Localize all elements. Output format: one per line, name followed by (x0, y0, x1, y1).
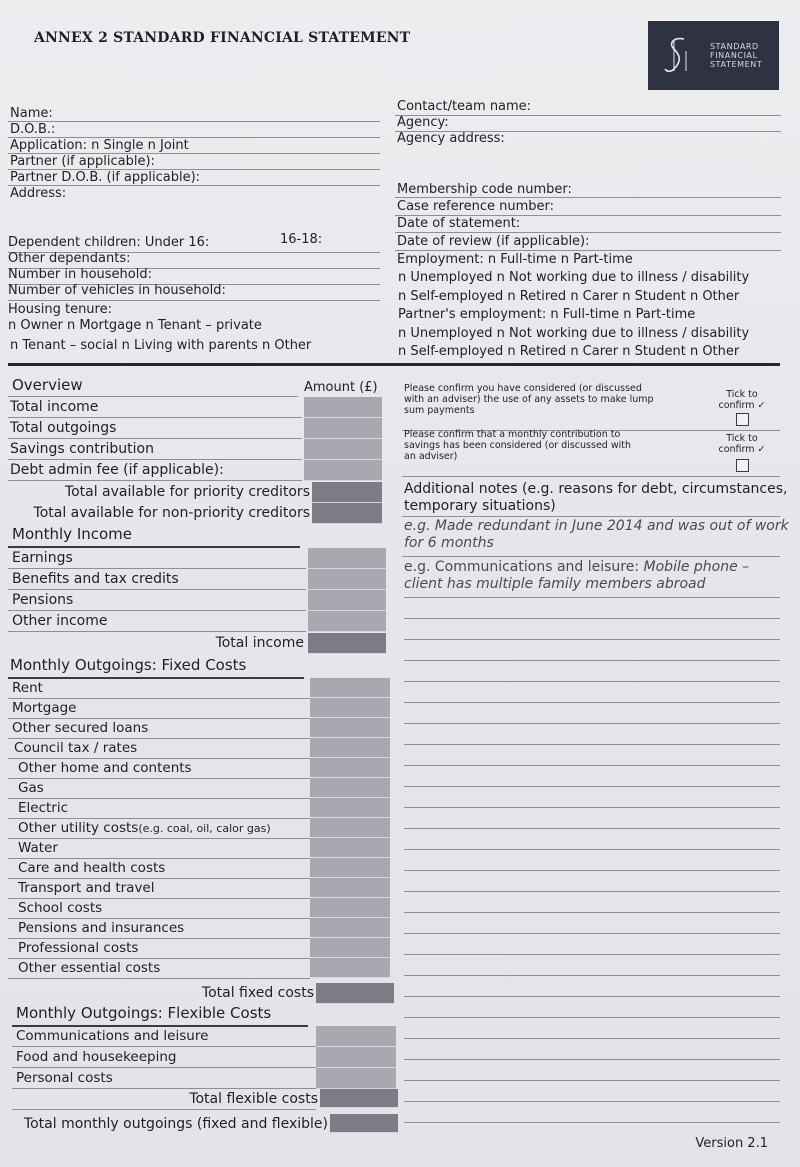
notes-line[interactable] (402, 556, 780, 557)
notes-line[interactable] (404, 681, 780, 682)
amount-box[interactable] (316, 1026, 396, 1047)
notes-example-2: e.g. Communications and leisure: Mobile phone – client has multiple family members abroad (404, 559, 750, 592)
housing-options-2[interactable]: n Tenant – social n Living with parents n Other (10, 338, 312, 353)
case-ref-label: Case reference number: (397, 199, 555, 214)
overview-row-total-income: Total income (8, 397, 382, 418)
confirm-assets-checkbox[interactable] (736, 413, 749, 426)
notes-line[interactable] (404, 933, 780, 934)
sfs-logo-icon (662, 35, 692, 75)
amount-box[interactable] (310, 678, 390, 698)
amount-box[interactable] (312, 482, 382, 503)
amount-header: Amount (£) (304, 380, 378, 395)
fixed-row-rent: Rent (8, 678, 390, 699)
review-date-label: Date of review (if applicable): (397, 234, 590, 249)
notes-line[interactable] (402, 516, 780, 517)
income-row-pensions: Pensions (8, 590, 386, 611)
flexible-row-personal: Personal costs (12, 1068, 396, 1089)
sfs-logo (648, 21, 779, 90)
notes-example-1: e.g. Made redundant in June 2014 and was out of work for 6 months (404, 518, 789, 551)
amount-box[interactable] (308, 633, 386, 654)
notes-line[interactable] (404, 828, 780, 829)
housing-options-1[interactable]: n Owner n Mortgage n Tenant – private (8, 318, 262, 333)
dependents-under16-label: Dependent children: Under 16: (8, 235, 210, 250)
fixed-row-pensions-insurances: Pensions and insurances (8, 918, 390, 939)
partner-employment-options-3[interactable]: n Self-employed n Retired n Carer n Student n Other (398, 344, 740, 359)
notes-line[interactable] (404, 807, 780, 808)
flexible-row-food: Food and housekeeping (12, 1047, 396, 1068)
fixed-row-other-essential: Other essential costs (8, 958, 390, 979)
total-rule (12, 1109, 316, 1110)
vehicles-line[interactable] (8, 300, 380, 301)
amount-box[interactable] (304, 460, 382, 481)
housing-tenure-label: Housing tenure: (8, 302, 112, 317)
overview-row-debt-admin-fee: Debt admin fee (if applicable): (8, 460, 382, 481)
amount-box[interactable] (310, 958, 390, 978)
notes-heading: Additional notes (e.g. reasons for debt, circumstances, temporary situations) (404, 481, 788, 514)
confirm-savings-checkbox[interactable] (736, 459, 749, 472)
fixed-row-utility: Other utility costs(e.g. coal, oil, calor gas) (8, 818, 390, 839)
amount-box[interactable] (304, 439, 382, 460)
notes-line[interactable] (404, 786, 780, 787)
partner-employment-options-2[interactable]: n Unemployed n Not working due to illness / disability (398, 326, 750, 341)
fixed-row-gas: Gas (8, 778, 390, 799)
confirm-assets-text: Please confirm you have considered (or discussed with an adviser) the use of any assets to make lump sum payments (404, 383, 654, 416)
notes-line[interactable] (404, 702, 780, 703)
employment-options-3[interactable]: n Self-employed n Retired n Carer n Student n Other (398, 289, 740, 304)
fixed-row-mortgage: Mortgage (8, 698, 390, 719)
amount-box[interactable] (304, 397, 382, 418)
statement-date-line[interactable] (395, 232, 781, 233)
household-number-label: Number in household: (8, 267, 152, 282)
fixed-row-transport: Transport and travel (8, 878, 390, 899)
notes-line[interactable] (404, 1059, 780, 1060)
fixed-costs-heading: Monthly Outgoings: Fixed Costs (10, 656, 247, 674)
fixed-row-water: Water (8, 838, 390, 859)
notes-line[interactable] (404, 723, 780, 724)
dependents-16-18-label: 16-18: (280, 232, 323, 247)
amount-box[interactable] (308, 590, 386, 611)
logo-text: STANDARD FINANCIAL STATEMENT (710, 42, 763, 69)
contact-team-label: Contact/team name: (397, 99, 532, 114)
review-date-line[interactable] (395, 250, 781, 251)
employment-label[interactable]: Employment: n Full-time n Part-time (397, 252, 633, 267)
amount-box[interactable] (310, 858, 390, 878)
contact-team-line[interactable] (395, 115, 781, 116)
amount-box[interactable] (308, 611, 386, 632)
employment-options-2[interactable]: n Unemployed n Not working due to illness / disability (398, 270, 750, 285)
other-dependants-label: Other dependants: (8, 251, 131, 266)
income-row-earnings: Earnings (8, 548, 386, 569)
overview-row-priority: Total available for priority creditors (8, 482, 382, 503)
amount-box[interactable] (320, 1089, 398, 1108)
fixed-row-home-contents: Other home and contents (8, 758, 390, 779)
amount-box[interactable] (316, 1068, 396, 1089)
statement-date-label: Date of statement: (397, 216, 521, 231)
amount-box[interactable] (310, 778, 390, 798)
notes-line[interactable] (404, 618, 780, 619)
flexible-row-total: Total flexible costs (12, 1089, 398, 1110)
notes-line[interactable] (404, 744, 780, 745)
flexible-row-communications: Communications and leisure (12, 1026, 396, 1047)
amount-box[interactable] (310, 818, 390, 838)
confirm-savings-text: Please confirm that a monthly contribution to savings has been considered (or discussed with an adviser) (404, 429, 631, 462)
application-label: Application: n Single n Joint (10, 138, 189, 153)
overview-row-total-outgoings: Total outgoings (8, 418, 382, 439)
fixed-row-school: School costs (8, 898, 390, 919)
fixed-row-total: Total fixed costs (8, 983, 394, 1004)
dob-label: D.O.B.: (10, 122, 56, 137)
page-title: ANNEX 2 STANDARD FINANCIAL STATEMENT (34, 30, 411, 46)
amount-box[interactable] (312, 503, 382, 524)
notes-line[interactable] (404, 996, 780, 997)
income-row-total: Total income (8, 633, 386, 654)
overview-row-savings: Savings contribution (8, 439, 382, 460)
amount-box[interactable] (316, 983, 394, 1004)
address-label: Address: (10, 186, 67, 201)
notes-line[interactable] (404, 870, 780, 871)
tick-confirm-label: Tick to confirm ✓ (718, 389, 766, 411)
amount-box[interactable] (310, 838, 390, 858)
amount-box[interactable] (310, 758, 390, 778)
monthly-income-heading: Monthly Income (12, 525, 133, 543)
vehicles-label: Number of vehicles in household: (8, 283, 226, 298)
amount-box[interactable] (310, 718, 390, 738)
notes-line[interactable] (404, 954, 780, 955)
notes-line[interactable] (404, 975, 780, 976)
notes-line[interactable] (404, 912, 780, 913)
overview-row-non-priority: Total available for non-priority creditors (8, 503, 382, 524)
grand-total-row: Total monthly outgoings (fixed and flexible) (12, 1114, 398, 1135)
notes-line[interactable] (404, 597, 780, 598)
amount-box[interactable] (308, 569, 386, 590)
flexible-costs-heading: Monthly Outgoings: Flexible Costs (16, 1004, 272, 1022)
partner-dob-label: Partner D.O.B. (if applicable): (10, 170, 201, 185)
membership-label: Membership code number: (397, 182, 572, 197)
amount-box[interactable] (310, 798, 390, 818)
notes-line[interactable] (404, 1038, 780, 1039)
fixed-row-council-tax: Council tax / rates (8, 738, 390, 759)
agency-label: Agency: (397, 115, 449, 130)
amount-box[interactable] (330, 1114, 398, 1133)
agency-address-label: Agency address: (397, 131, 505, 146)
notes-line[interactable] (404, 1122, 780, 1123)
overview-heading: Overview (12, 376, 83, 394)
amount-box[interactable] (308, 548, 386, 569)
notes-line[interactable] (404, 1080, 780, 1081)
fixed-row-care-health: Care and health costs (8, 858, 390, 879)
amount-box[interactable] (310, 898, 390, 918)
amount-box[interactable] (304, 418, 382, 439)
notes-line[interactable] (404, 1017, 780, 1018)
amount-box[interactable] (310, 698, 390, 718)
fixed-row-electric: Electric (8, 798, 390, 819)
amount-box[interactable] (316, 1047, 396, 1068)
name-label: Name: (10, 106, 53, 121)
income-row-other: Other income (8, 611, 386, 632)
amount-box[interactable] (310, 738, 390, 758)
amount-box[interactable] (310, 938, 390, 958)
notes-line[interactable] (404, 639, 780, 640)
tick-confirm-label: Tick to confirm ✓ (718, 433, 766, 455)
notes-line[interactable] (404, 660, 780, 661)
section-divider (8, 363, 780, 366)
notes-line[interactable] (404, 891, 780, 892)
partner-employment-label[interactable]: Partner's employment: n Full-time n Part-time (398, 307, 696, 322)
amount-box[interactable] (310, 878, 390, 898)
notes-line[interactable] (404, 849, 780, 850)
partner-label: Partner (if applicable): (10, 154, 155, 169)
fixed-row-secured-loans: Other secured loans (8, 718, 390, 739)
income-row-benefits: Benefits and tax credits (8, 569, 386, 590)
notes-line[interactable] (404, 765, 780, 766)
amount-box[interactable] (310, 918, 390, 938)
version-label: Version 2.1 (695, 1136, 768, 1151)
notes-line[interactable] (404, 1101, 780, 1102)
name-field-line[interactable] (8, 121, 380, 122)
fixed-row-professional: Professional costs (8, 938, 390, 959)
confirm-divider (402, 476, 780, 477)
